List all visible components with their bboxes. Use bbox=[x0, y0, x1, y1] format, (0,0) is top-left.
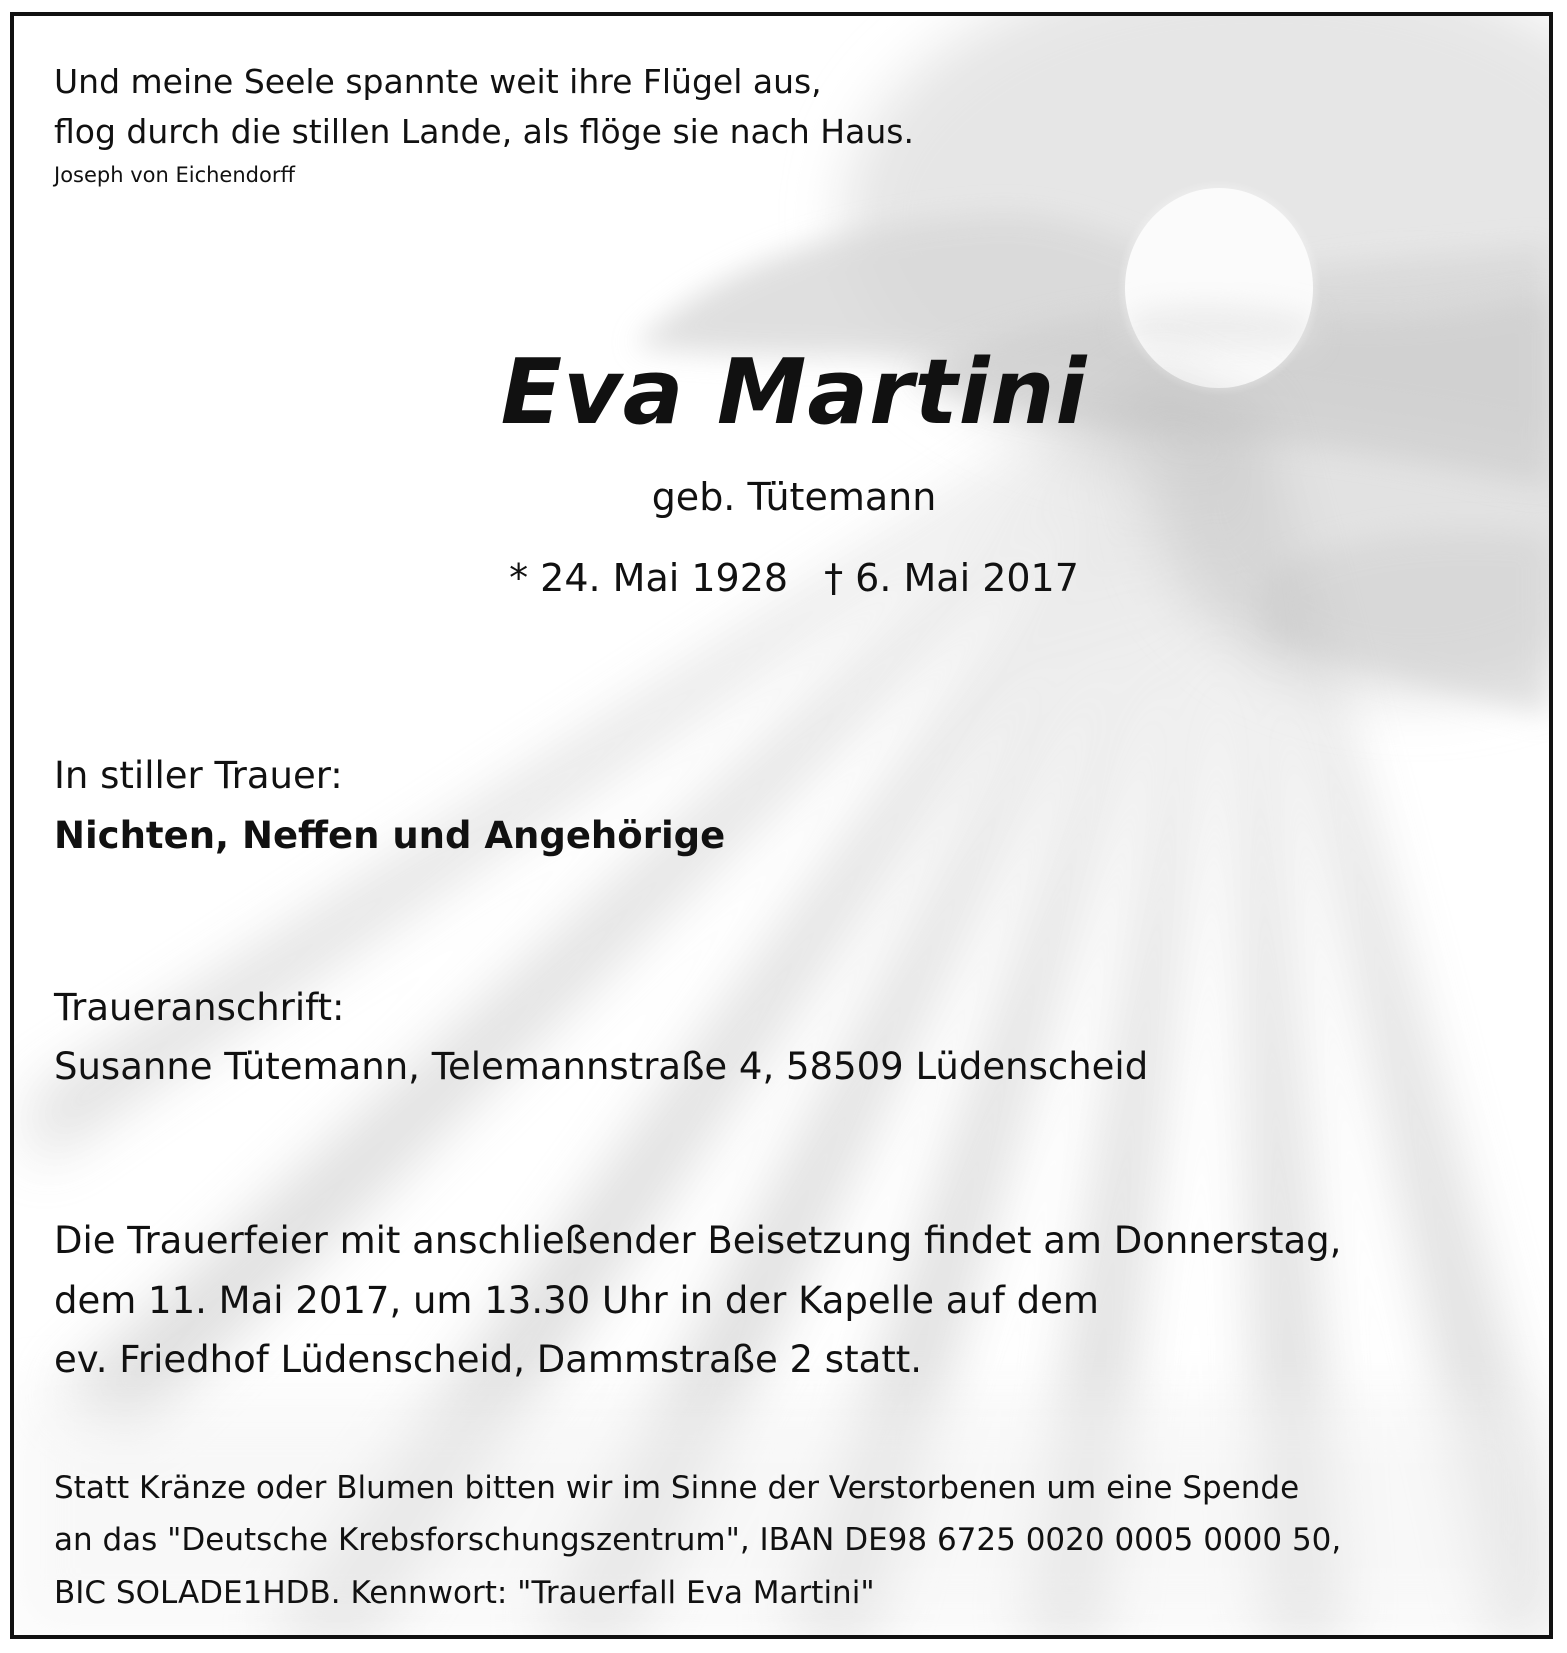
obituary-content bbox=[14, 16, 1549, 1635]
mourners-label: In stiller Trauer: bbox=[54, 754, 343, 797]
funeral-line-1: Die Trauerfeier mit anschließender Beisetzung findet am Donnerstag, bbox=[54, 1219, 1342, 1262]
address-label: Traueranschrift: bbox=[54, 986, 345, 1029]
address-value: Susanne Tütemann, Telemannstraße 4, 58509 Lüdenscheid bbox=[54, 1045, 1149, 1088]
birth-date: * 24. Mai 1928 bbox=[509, 556, 789, 600]
funeral-line-3: ev. Friedhof Lüdenscheid, Dammstraße 2 statt. bbox=[54, 1338, 923, 1381]
birth-name: geb. Tütemann bbox=[651, 475, 937, 519]
death-date: † 6. Mai 2017 bbox=[824, 556, 1079, 600]
quote-author: Joseph von Eichendorff bbox=[54, 163, 295, 187]
mourners-names: Nichten, Neffen und Angehörige bbox=[54, 814, 726, 857]
funeral-line-2: dem 11. Mai 2017, um 13.30 Uhr in der Kapelle auf dem bbox=[54, 1279, 1099, 1322]
donation-line-1: Statt Kränze oder Blumen bitten wir im Sinne der Verstorbenen um eine Spende bbox=[54, 1470, 1300, 1506]
deceased-name: Eva Martini bbox=[500, 340, 1088, 445]
donation-line-2: an das "Deutsche Krebsforschungszentrum", IBAN DE98 6725 0020 0005 0000 50, bbox=[54, 1522, 1342, 1558]
donation-line-3: BIC SOLADE1HDB. Kennwort: "Trauerfall Eva Martini" bbox=[54, 1575, 875, 1611]
quote-line-1: Und meine Seele spannte weit ihre Flügel aus, bbox=[54, 62, 822, 101]
quote-line-2: flog durch die stillen Lande, als flöge sie nach Haus. bbox=[54, 112, 914, 151]
life-dates bbox=[14, 553, 1549, 603]
obituary-frame bbox=[10, 12, 1553, 1639]
